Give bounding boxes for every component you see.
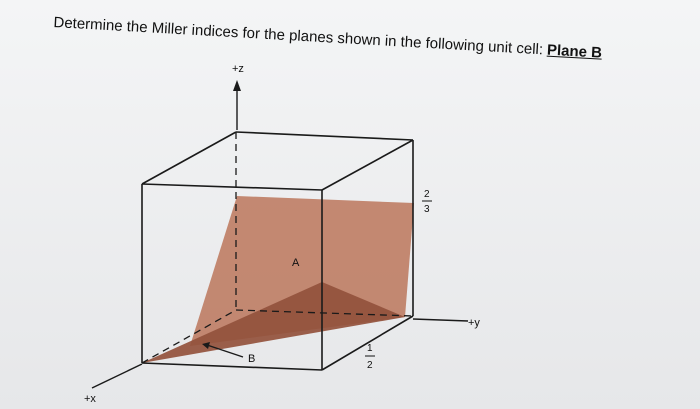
x-axis-line xyxy=(92,364,142,388)
y-axis-line xyxy=(413,319,468,321)
plane-a-label: A xyxy=(292,257,300,269)
question-body: Determine the Miller indices for the planes shown in the following unit cell: xyxy=(53,14,544,59)
y-axis-label: +y xyxy=(468,317,480,329)
fraction-one-half xyxy=(365,343,375,371)
question-plane-emphasis: Plane B xyxy=(546,41,603,62)
fraction-two-thirds-numerator: 2 xyxy=(424,189,430,200)
plane-b-label: B xyxy=(248,353,256,365)
fraction-two-thirds-denominator: 3 xyxy=(424,204,430,215)
x-axis-label: +x xyxy=(84,393,96,405)
fraction-two-thirds xyxy=(422,189,432,215)
fraction-one-half-denominator: 2 xyxy=(367,360,373,371)
fraction-one-half-numerator: 1 xyxy=(367,343,373,354)
z-arrowhead-icon xyxy=(233,80,241,91)
z-axis-label: +z xyxy=(232,63,244,75)
